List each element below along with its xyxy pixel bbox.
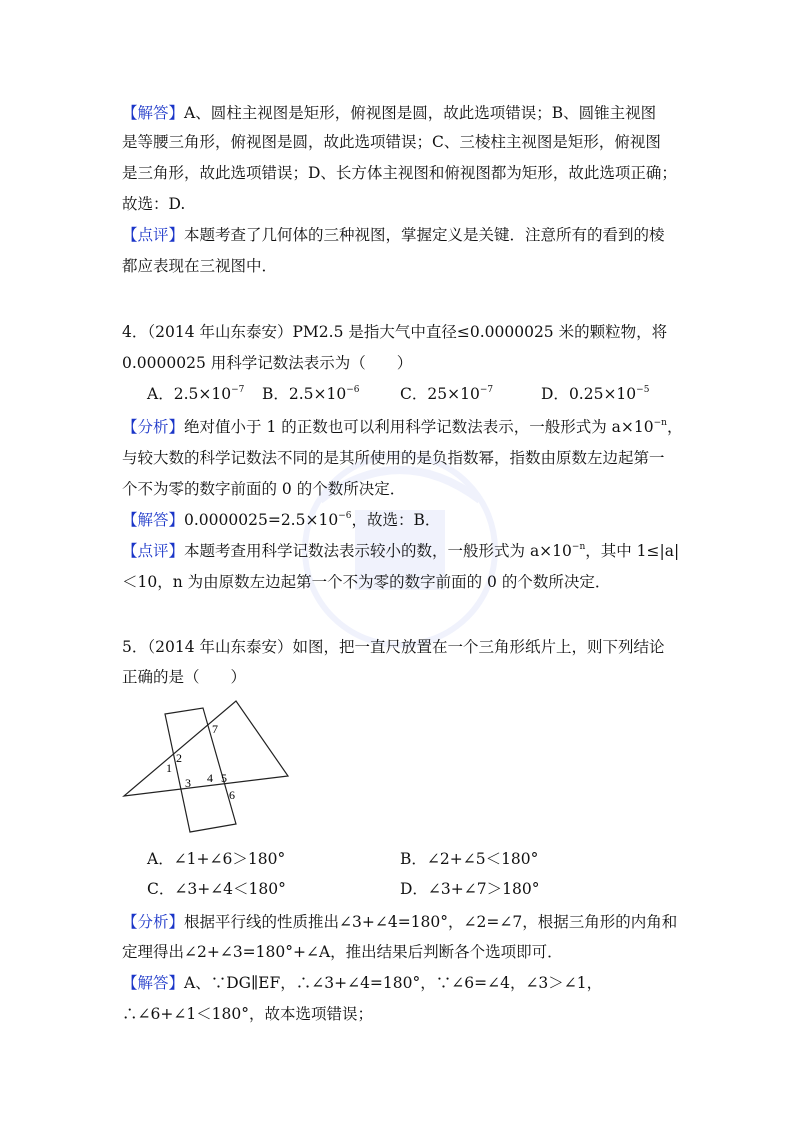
- q5-option-d: D．∠3+∠7＞180°: [400, 880, 540, 898]
- q4-answer: 【解答】$0.0000025=2.5\times 10^{-6}$，故选：B．: [122, 511, 441, 529]
- q5-answer-1: 【解答】A、∵DG∥EF，∴∠3+∠4=180°，∵∠6=∠4，∠3＞∠1，: [122, 974, 603, 992]
- q5-analysis-1: 【分析】根据平行线的性质推出∠3+∠4=180°，∠2=∠7，根据三角形的内角和: [122, 913, 678, 931]
- q4-option-c: C．$25\times 10^{-7}$: [400, 385, 494, 403]
- q4-stem-2: 0.0000025 用科学记数法表示为（ ）: [122, 354, 413, 372]
- triangle-shape: [124, 701, 288, 796]
- q4-analysis-2: 与较大数的科学记数法不同的是其所使用的是负指数幂，指数由原数左边起第一: [122, 449, 665, 467]
- q5-stem-2: 正确的是（ ）: [122, 668, 247, 686]
- ruler-shape: [165, 708, 236, 832]
- answer-line-4: 故选：D.: [122, 195, 186, 213]
- q5-option-a: A．∠1+∠6＞180°: [147, 850, 286, 868]
- angle-label-1: 1: [166, 761, 172, 775]
- answer-line-1: 【解答】A、圆柱主视图是矩形，俯视图是圆，故此选项错误；B、圆锥主视图: [122, 104, 657, 122]
- angle-label-5: 5: [221, 771, 227, 785]
- angle-label-3: 3: [185, 776, 191, 790]
- q5-analysis-2: 定理得出∠2+∠3=180°+∠A，推出结果后判断各个选项即可．: [122, 943, 563, 961]
- comment-line-2: 都应表现在三视图中．: [122, 257, 278, 275]
- angle-label-2: 2: [176, 751, 182, 765]
- q4-option-d: D．$0.25\times 10^{-5}$: [541, 385, 650, 403]
- q4-analysis-1: 【分析】绝对值小于 1 的正数也可以利用科学记数法表示，一般形式为 $a\times 10^{-n}$，: [122, 418, 683, 436]
- q5-answer-2: ∴∠6+∠1＜180°，故本选项错误；: [122, 1005, 374, 1023]
- q4-stem-1: 4．（2014 年山东泰安）PM2.5 是指大气中直径≤0.0000025 米的颗粒物，将: [122, 323, 668, 341]
- angle-label-7: 7: [212, 722, 218, 736]
- q4-option-a: A．$2.5\times 10^{-7}$: [147, 385, 245, 403]
- q4-analysis-3: 个不为零的数字前面的 0 的个数所决定．: [122, 480, 406, 498]
- q4-option-b: B．$2.5\times 10^{-6}$: [262, 385, 360, 403]
- ruler-triangle-figure: [118, 698, 308, 842]
- q4-comment-1: 【点评】本题考查用科学记数法表示较小的数，一般形式为 $a\times 10^{-n}$，其中 1≤|a|: [122, 542, 680, 560]
- q5-option-b: B．∠2+∠5＜180°: [400, 850, 539, 868]
- q5-stem-1: 5．（2014 年山东泰安）如图，把一直尺放置在一个三角形纸片上，则下列结论: [122, 638, 665, 656]
- angle-label-6: 6: [229, 788, 235, 802]
- comment-line-1: 【点评】本题考查了几何体的三种视图，掌握定义是关键．注意所有的看到的棱: [122, 226, 665, 244]
- q4-comment-2: ＜10，n 为由原数左边起第一个不为零的数字前面的 0 的个数所决定．: [122, 573, 611, 591]
- answer-line-2: 是等腰三角形，俯视图是圆，故此选项错误；C、三棱柱主视图是矩形，俯视图: [122, 133, 661, 151]
- angle-label-4: 4: [207, 771, 213, 785]
- answer-line-3: 是三角形，故此选项错误；D、长方体主视图和俯视图都为矩形，故此选项正确；: [122, 164, 677, 182]
- q5-option-c: C．∠3+∠4＜180°: [147, 880, 286, 898]
